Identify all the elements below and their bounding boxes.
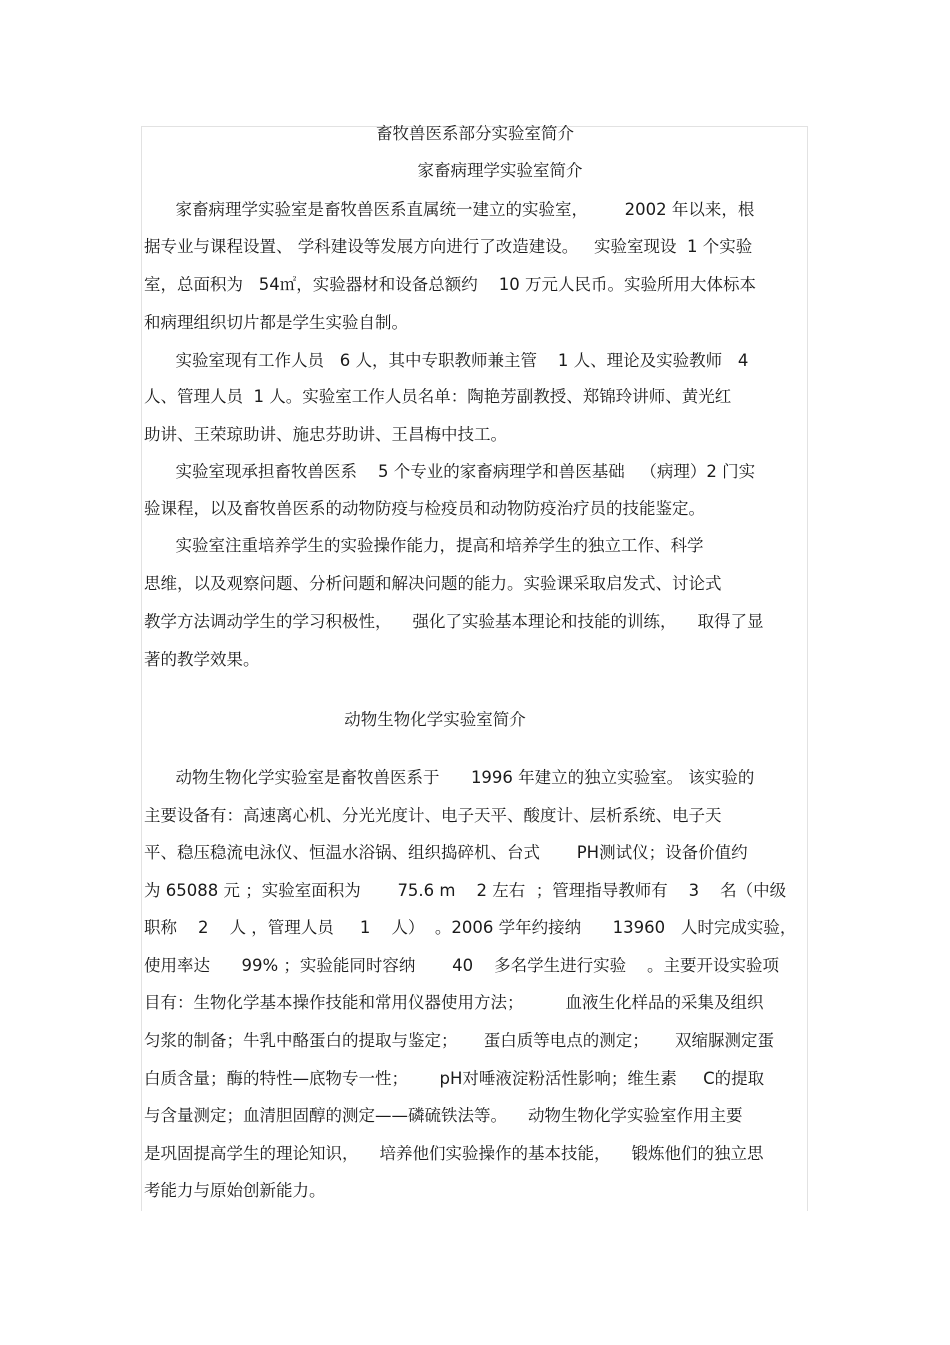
section2-line: 平、稳压稳流电泳仪、恒温水浴锅、组织捣碎机、台式 PH测试仪；设备价值约 xyxy=(144,843,748,862)
section2-line: 与含量测定；血清胆固醇的测定——磷硫铁法等。 动物生物化学实验室作用主要 xyxy=(144,1106,743,1125)
section1-line: 教学方法调动学生的学习积极性， 强化了实验基本理论和技能的训练， 取得了显 xyxy=(144,612,764,631)
section2-line: 目有：生物化学基本操作技能和常用仪器使用方法； 血液生化样品的采集及组织 xyxy=(144,993,764,1012)
section2-line: 动物生物化学实验室是畜牧兽医系于 1996 年建立的独立实验室。 该实验的 xyxy=(144,768,755,787)
section2-line: 主要设备有：高速离心机、分光光度计、电子天平、酸度计、层析系统、电子天 xyxy=(144,806,722,825)
section2-line: 是巩固提高学生的理论知识， 培养他们实验操作的基本技能， 锻炼他们的独立思 xyxy=(144,1144,764,1163)
section1-line: 实验室现承担畜牧兽医系 5 个专业的家畜病理学和兽医基础 （病理）2 门实 xyxy=(144,462,756,481)
section2-heading: 动物生物化学实验室简介 xyxy=(344,710,526,729)
section2-line: 匀浆的制备；牛乳中酪蛋白的提取与鉴定； 蛋白质等电点的测定； 双缩脲测定蛋 xyxy=(144,1031,774,1050)
section2-line: 考能力与原始创新能力。 xyxy=(144,1181,326,1200)
section1-line: 著的教学效果。 xyxy=(144,650,260,669)
section1-heading: 家畜病理学实验室简介 xyxy=(417,161,583,180)
section1-line: 室，总面积为 54㎡，实验器材和设备总额约 10 万元人民币。实验所用大体标本 xyxy=(144,275,756,294)
section1-line: 助讲、王荣琼助讲、施忠芬助讲、王昌梅中技工。 xyxy=(144,425,507,444)
section1-line: 实验室注重培养学生的实验操作能力，提高和培养学生的独立工作、科学 xyxy=(144,536,704,555)
section1-line: 验课程，以及畜牧兽医系的动物防疫与检疫员和动物防疫治疗员的技能鉴定。 xyxy=(144,499,705,518)
section1-line: 思维，以及观察问题、分析问题和解决问题的能力。实验课采取启发式、讨论式 xyxy=(144,574,722,593)
section1-line: 和病理组织切片都是学生实验自制。 xyxy=(144,313,408,332)
section1-line: 实验室现有工作人员 6 人，其中专职教师兼主管 1 人、理论及实验教师 4 xyxy=(144,351,749,370)
section1-line: 人、管理人员 1 人。实验室工作人员名单：陶艳芳副教授、郑锦玲讲师、黄光红 xyxy=(144,387,732,406)
section2-line: 为 65088 元 ；实验室面积为 75.6 m 2 左右 ；管理指导教师有 3 名（中级 xyxy=(144,881,787,900)
section1-line: 家畜病理学实验室是畜牧兽医系直属统一建立的实验室， 2002 年以来，根 xyxy=(144,200,755,219)
document-title: 畜牧兽医系部分实验室简介 xyxy=(376,124,574,143)
section2-line: 白质含量；酶的特性—底物专一性； pH对唾液淀粉活性影响；维生素 C的提取 xyxy=(144,1069,765,1088)
section1-line: 据专业与课程设置、 学科建设等发展方向进行了改造建设。 实验室现设 1 个实验 xyxy=(144,237,753,256)
section2-line: 使用率达 99% ；实验能同时容纳 40 多名学生进行实验 。主要开设实验项 xyxy=(144,956,780,975)
section2-line: 职称 2 人 ，管理人员 1 人） 。2006 学年约接纳 13960 人时完成实验， xyxy=(144,918,797,937)
